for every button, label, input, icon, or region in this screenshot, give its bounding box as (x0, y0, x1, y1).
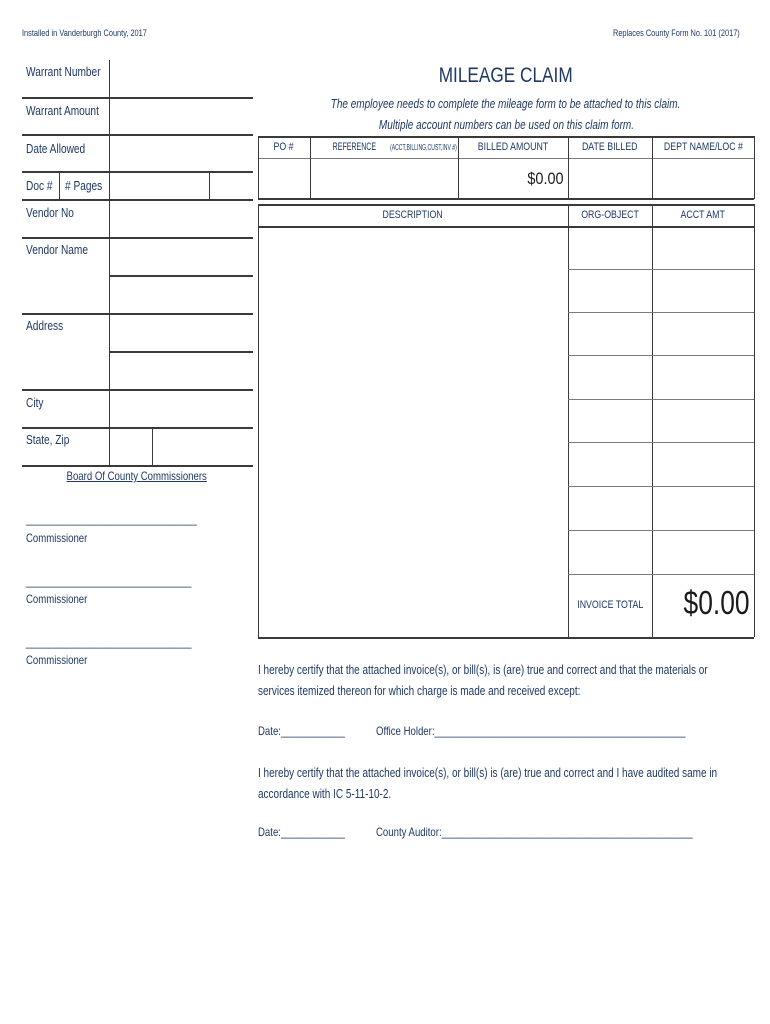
state-zip-label: State, Zip (26, 432, 70, 447)
state-field[interactable] (110, 429, 151, 464)
dept-field[interactable] (653, 160, 753, 197)
invoice-total-label: INVOICE TOTAL (576, 599, 644, 611)
office-holder-line[interactable]: Office Holder:_______________________________________________ (376, 724, 686, 738)
commissioner-signature-line-1[interactable]: ________________________________ (26, 512, 197, 526)
date-billed-header: DATE BILLED (582, 141, 638, 153)
installed-note: Installed in Vanderburgh County, 2017 (22, 28, 147, 38)
billed-amount-header: BILLED AMOUNT (477, 141, 549, 153)
billed-amount-value[interactable]: $0.00 (527, 169, 564, 188)
city-label: City (26, 395, 44, 410)
reference-header: REFERENCE (ACCT,BILLING,CUST,INV #) (332, 141, 457, 153)
doc-number-label: Doc # (26, 178, 53, 193)
description-field[interactable] (259, 228, 567, 636)
date-allowed-label: Date Allowed (26, 141, 86, 156)
address-label: Address (26, 318, 64, 333)
doc-number-field[interactable] (60, 173, 208, 199)
commissioner-signature-line-3[interactable]: _______________________________ (26, 635, 192, 649)
reference-field[interactable] (311, 160, 457, 197)
vendor-name-label: Vendor Name (26, 242, 89, 257)
date-billed-field[interactable] (569, 160, 651, 197)
commissioner-signature-line-2[interactable]: _______________________________ (26, 574, 192, 588)
vendor-no-field[interactable] (110, 201, 252, 237)
dept-header: DEPT NAME/LOC # (663, 141, 743, 153)
commissioner-label-1: Commissioner (26, 531, 88, 545)
city-field[interactable] (110, 391, 252, 427)
vendor-name-field-2[interactable] (110, 277, 252, 313)
certification-text-2: I hereby certify that the attached invoice(s), or bill(s) is (are) true and correct and I have audited same in accordance with IC 5-11-10-2. (258, 766, 718, 801)
date-allowed-field[interactable] (110, 136, 252, 171)
instruction-2: Multiple account numbers can be used on this claim form. (378, 118, 634, 132)
date-line-2[interactable]: Date:____________ (258, 825, 346, 839)
board-title: Board Of County Commissioners (66, 469, 208, 483)
vendor-no-label: Vendor No (26, 205, 74, 220)
po-field[interactable] (259, 160, 309, 197)
instruction-1: The employee needs to complete the mileage form to be attached to this claim. (331, 97, 681, 111)
commissioner-label-2: Commissioner (26, 592, 88, 606)
commissioner-label-3: Commissioner (26, 653, 88, 667)
po-header: PO # (273, 141, 295, 153)
address-field-1[interactable] (110, 315, 252, 351)
invoice-total-value: $0.00 (683, 584, 750, 621)
address-field-2[interactable] (110, 353, 252, 389)
description-header: DESCRIPTION (382, 209, 444, 221)
warrant-number-label: Warrant Number (26, 64, 101, 79)
date-line-1[interactable]: Date:____________ (258, 724, 346, 738)
org-object-header: ORG-OBJECT (581, 209, 639, 221)
warrant-amount-field[interactable] (110, 99, 252, 134)
form-title: MILEAGE CLAIM (439, 64, 573, 87)
county-auditor-line[interactable]: County Auditor:_______________________________________________ (376, 825, 693, 839)
zip-field[interactable] (154, 429, 252, 464)
vendor-name-field-1[interactable] (110, 239, 252, 275)
replaces-note: Replaces County Form No. 101 (2017) (613, 28, 740, 38)
pages-field[interactable] (210, 173, 252, 199)
warrant-number-field[interactable] (110, 60, 252, 97)
warrant-amount-label: Warrant Amount (26, 103, 99, 118)
pages-label: # Pages (65, 178, 103, 193)
certification-text-1: I hereby certify that the attached invoice(s), or bill(s), is (are) true and correct and that the materials or services itemized thereon for which charge is made and received except: (258, 663, 708, 698)
acct-amt-header: ACCT AMT (680, 209, 726, 221)
